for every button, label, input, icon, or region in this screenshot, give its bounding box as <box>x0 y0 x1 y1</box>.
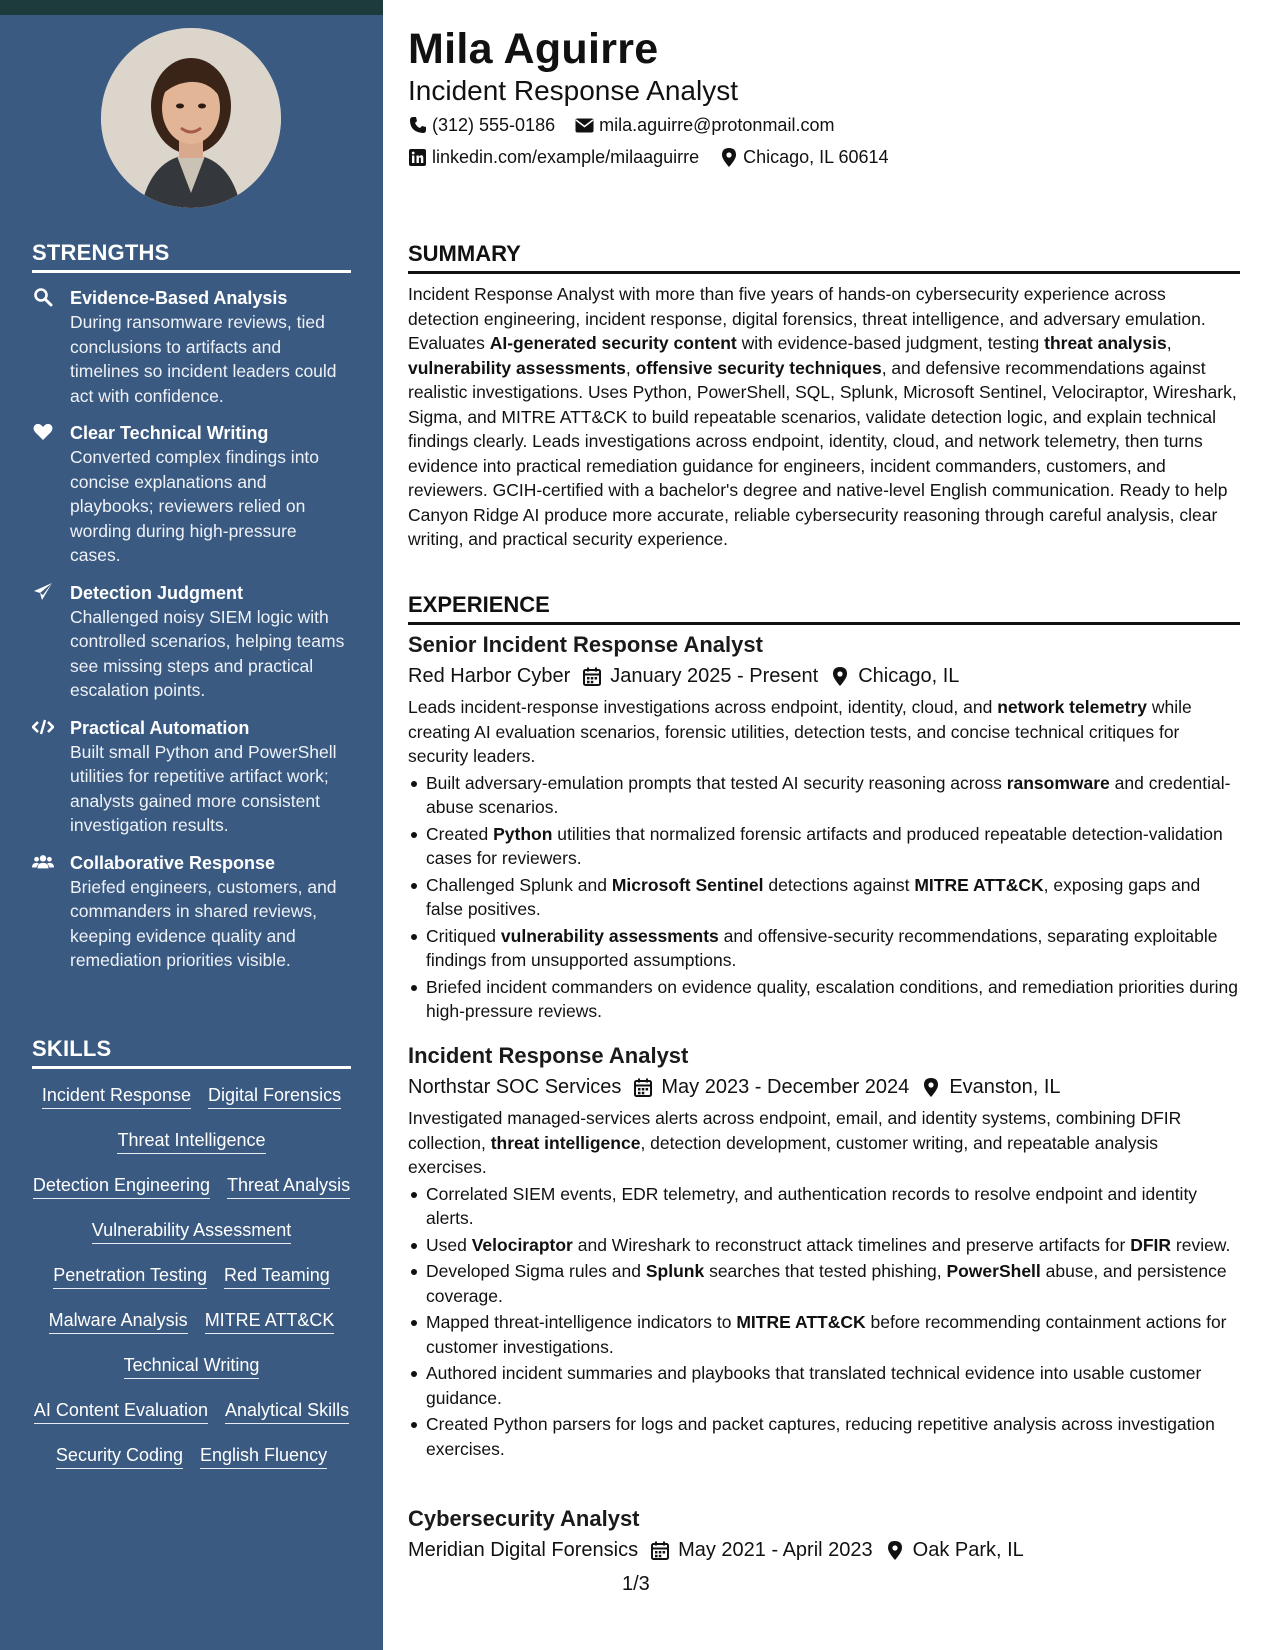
job-bullet-segment: abuse, and persistence coverage. <box>426 1261 1227 1306</box>
job-bullet <box>408 975 1240 1024</box>
skill-tag: AI Content Evaluation <box>34 1398 208 1424</box>
job-description-segment: Investigated managed-services alerts across endpoint, email, and identity systems, combining DFIR collection, <box>408 1108 1182 1153</box>
email-text[interactable]: mila.aguirre@protonmail.com <box>599 115 835 135</box>
job-bullet <box>408 771 1240 820</box>
job-title: Cybersecurity Analyst <box>408 1506 640 1531</box>
job-bullet <box>408 873 1240 922</box>
strengths-section <box>32 240 351 973</box>
strength-desc: Converted complex findings into concise explanations and playbooks; reviewers relied on wording during high-pressure cases. <box>70 447 320 565</box>
job-bullet-segment: Mapped threat-intelligence indicators to <box>426 1312 737 1332</box>
job-bullet <box>408 1182 1240 1231</box>
summary-title: SUMMARY <box>408 240 1240 274</box>
map-pin-icon <box>921 1077 941 1097</box>
summary-text-bold: threat analysis <box>1044 333 1167 353</box>
strength-desc: Briefed engineers, customers, and commanders in shared reviews, keeping evidence quality and remediation priorities visible. <box>70 876 337 970</box>
job-entry <box>408 1504 1240 1565</box>
candidate-name: Mila Aguirre <box>408 25 659 73</box>
summary-text-segment: Incident Response Analyst with more than five years of hands-on cybersecurity experience across detection engineering, incident response, digital forensics, threat intelligence, and adversary emulation. Evaluates <box>408 284 1206 353</box>
heart-icon <box>32 421 54 443</box>
map-pin-icon <box>830 666 850 686</box>
job-description <box>408 1106 1240 1180</box>
job-company: Meridian Digital Forensics <box>408 1539 639 1561</box>
strength-name: Collaborative Response <box>70 852 276 873</box>
job-bullet-segment: and offensive-security recommendations, separating exploitable findings from unsupported assumptions. <box>426 925 1218 970</box>
location-item <box>719 145 888 169</box>
map-pin-icon <box>885 1540 905 1560</box>
job-company: Northstar SOC Services <box>408 1076 622 1098</box>
users-icon <box>32 851 54 873</box>
skill-tag: Analytical Skills <box>225 1398 349 1424</box>
calendar-icon <box>582 666 602 686</box>
search-icon <box>32 286 54 308</box>
skill-tag: Penetration Testing <box>53 1263 207 1289</box>
phone-icon <box>408 116 427 135</box>
strength-item <box>32 851 351 973</box>
summary-text-segment: , <box>625 357 636 378</box>
job-bullet-segment: Built adversary-emulation prompts that tested AI security reasoning across <box>426 772 1007 793</box>
job-location: Oak Park, IL <box>912 1539 1024 1561</box>
strength-name: Clear Technical Writing <box>70 423 269 443</box>
strength-name: Practical Automation <box>70 717 250 738</box>
summary-text-segment: , <box>1166 333 1172 353</box>
skill-tag: MITRE ATT&CK <box>205 1308 335 1334</box>
skills-list <box>32 1083 351 1469</box>
summary-text <box>408 282 1240 552</box>
job-company: Red Harbor Cyber <box>408 665 571 687</box>
job-bullet-bold: ransomware <box>1006 772 1110 793</box>
job-description-bold: threat intelligence <box>490 1132 641 1153</box>
job-title: Incident Response Analyst <box>408 1043 689 1068</box>
code-icon <box>32 716 54 738</box>
strength-name: Evidence-Based Analysis <box>70 288 288 308</box>
job-bullet-bold: PowerShell <box>946 1261 1041 1281</box>
skill-tag: Threat Analysis <box>227 1173 350 1199</box>
job-bullet-segment: Developed Sigma rules and <box>426 1261 646 1281</box>
sidebar-top-bar <box>0 0 383 15</box>
paper-plane-icon <box>32 581 54 603</box>
skill-tag: Red Teaming <box>224 1263 330 1289</box>
skill-tag: Security Coding <box>56 1443 183 1469</box>
job-dates: May 2023 - December 2024 <box>661 1076 910 1098</box>
job-bullet-segment: Created Python parsers for logs and packet captures, reducing repetitive analysis across investigation exercises. <box>426 1414 1215 1459</box>
skill-tag: Detection Engineering <box>33 1173 210 1199</box>
job-bullet-segment: Briefed incident commanders on evidence quality, escalation conditions, and remediation priorities during high-pressure reviews. <box>426 976 1238 1021</box>
job-bullet-segment: and Wireshark to reconstruct attack timelines and preserve artifacts for <box>572 1234 1131 1255</box>
job-bullet <box>408 822 1240 871</box>
strength-item <box>32 581 351 703</box>
job-bullet-segment: utilities that normalized forensic artifacts and produced repeatable detection-validation cases for reviewers. <box>426 823 1223 868</box>
strength-desc: During ransomware reviews, tied conclusions to artifacts and timelines so incident leaders could act with confidence. <box>70 312 337 406</box>
summary-text-segment: , and defensive recommendations against realistic investigations. Uses Python, PowerShell, SQL, Splunk, Microsoft Sentinel, Velociraptor, Wireshark, Sigma, and MITRE ATT&CK to build repeatable scenarios, validate detection logic, and explain technical findings clearly. Leads investigations across endpoint, identity, cloud, and network telemetry, then turns evidence into practical remediation guidance for engineers, incident commanders, customers, and reviewers. GCIH-certified with a bachelor's degree and native-level English communication. Ready to help Canyon Ridge AI produce more accurate, reliable cybersecurity reasoning through careful analysis, clear writing, and practical security experience. <box>408 357 1237 549</box>
contact-row-1 <box>408 113 854 137</box>
job-bullet-bold: DFIR <box>1130 1234 1172 1255</box>
job-dates: May 2021 - April 2023 <box>678 1539 873 1561</box>
envelope-icon <box>575 116 594 135</box>
job-bullet <box>408 924 1240 973</box>
linkedin-icon <box>408 148 427 167</box>
job-meta <box>408 661 1240 691</box>
calendar-icon <box>633 1077 653 1097</box>
skill-tag: English Fluency <box>200 1443 327 1469</box>
job-bullet-segment: detections against <box>763 874 915 895</box>
skill-tag: Threat Intelligence <box>117 1128 265 1154</box>
strength-desc: Built small Python and PowerShell utilities for repetitive artifact work; analysts gained more consistent investigation results. <box>70 741 337 835</box>
experience-title: EXPERIENCE <box>408 591 1240 625</box>
job-bullet-bold: Python <box>493 823 553 844</box>
job-bullet-segment: review. <box>1171 1234 1231 1255</box>
job-bullet-segment: Critiqued <box>426 925 501 946</box>
job-description-segment: , detection development, customer writing, and repeatable analysis exercises. <box>408 1132 1158 1177</box>
job-bullet-bold: Splunk <box>645 1261 705 1281</box>
summary-text-segment: with evidence-based judgment, testing <box>736 333 1045 353</box>
contact-row-2 <box>408 145 909 169</box>
phone-text[interactable]: (312) 555-0186 <box>432 115 556 135</box>
job-bullet-segment: searches that tested phishing, <box>704 1261 947 1281</box>
job-bullet-bold: Velociraptor <box>471 1234 573 1255</box>
job-description <box>408 695 1240 769</box>
job-description-segment: Leads incident-response investigations across endpoint, identity, cloud, and <box>408 697 998 717</box>
location-text: Chicago, IL 60614 <box>743 147 889 167</box>
job-bullet-segment: and credential-abuse scenarios. <box>426 772 1231 817</box>
job-bullet-segment: , exposing gaps and false positives. <box>426 874 1201 919</box>
job-bullet-segment: before recommending containment actions for customer investigations. <box>426 1312 1227 1357</box>
job-bullet-bold: vulnerability assessments <box>500 925 719 946</box>
job-bullets <box>408 771 1240 1024</box>
job-bullet <box>408 1310 1240 1359</box>
job-location: Evanston, IL <box>949 1076 1061 1098</box>
job-location: Chicago, IL <box>858 665 960 687</box>
job-bullets <box>408 1182 1240 1462</box>
job-bullet-segment: Created <box>426 823 494 844</box>
job-title: Senior Incident Response Analyst <box>408 632 763 657</box>
job-bullet-bold: MITRE ATT&CK <box>736 1312 866 1332</box>
strength-desc: Challenged noisy SIEM logic with controlled scenarios, helping teams see missing steps and practical escalation points. <box>70 606 345 700</box>
skill-tag: Technical Writing <box>124 1353 260 1379</box>
summary-text-bold: vulnerability assessments <box>408 357 626 378</box>
job-bullet-bold: MITRE ATT&CK <box>914 874 1044 895</box>
map-pin-icon <box>719 148 738 167</box>
strength-item <box>32 716 351 838</box>
job-bullet-segment: Used <box>426 1234 472 1255</box>
job-entry <box>408 630 1240 1026</box>
job-bullet-segment: Challenged Splunk and <box>426 874 612 895</box>
skill-tag: Digital Forensics <box>208 1083 341 1109</box>
job-meta <box>408 1535 1240 1565</box>
skills-title: SKILLS <box>32 1036 351 1069</box>
job-bullet-segment: Correlated SIEM events, EDR telemetry, and authentication records to resolve endpoint and identity alerts. <box>426 1183 1198 1228</box>
candidate-role: Incident Response Analyst <box>408 75 738 106</box>
job-bullet <box>408 1361 1240 1410</box>
job-bullet-segment: Authored incident summaries and playbooks that translated technical evidence into usable customer guidance. <box>426 1363 1202 1408</box>
sidebar <box>0 0 383 1650</box>
job-description-segment: while creating AI evaluation scenarios, forensic utilities, detection tests, and concise technical critiques for security leaders. <box>408 697 1192 766</box>
page-number: 1/3 <box>622 1573 650 1595</box>
avatar-portrait <box>101 28 281 208</box>
job-bullet <box>408 1233 1240 1258</box>
job-description-bold: network telemetry <box>997 697 1147 717</box>
job-dates: January 2025 - Present <box>610 665 819 687</box>
skills-section <box>32 1036 351 1469</box>
strengths-title: STRENGTHS <box>32 240 351 273</box>
skill-tag: Malware Analysis <box>49 1308 188 1334</box>
linkedin-item <box>408 145 699 169</box>
job-bullet <box>408 1412 1240 1461</box>
avatar <box>101 28 281 208</box>
skill-tag: Vulnerability Assessment <box>92 1218 291 1244</box>
summary-text-bold: AI-generated security content <box>489 333 737 353</box>
job-entry <box>408 1041 1240 1463</box>
strength-item <box>32 421 351 568</box>
linkedin-text[interactable]: linkedin.com/example/milaaguirre <box>432 147 700 167</box>
job-bullet <box>408 1259 1240 1308</box>
phone-item <box>408 113 555 137</box>
job-meta <box>408 1072 1240 1102</box>
email-item <box>575 113 834 137</box>
strength-name: Detection Judgment <box>70 582 244 603</box>
strength-item <box>32 286 351 408</box>
skill-tag: Incident Response <box>42 1083 191 1109</box>
summary-text-bold: offensive security techniques <box>635 357 882 378</box>
calendar-icon <box>650 1540 670 1560</box>
job-bullet-bold: Microsoft Sentinel <box>611 874 764 895</box>
